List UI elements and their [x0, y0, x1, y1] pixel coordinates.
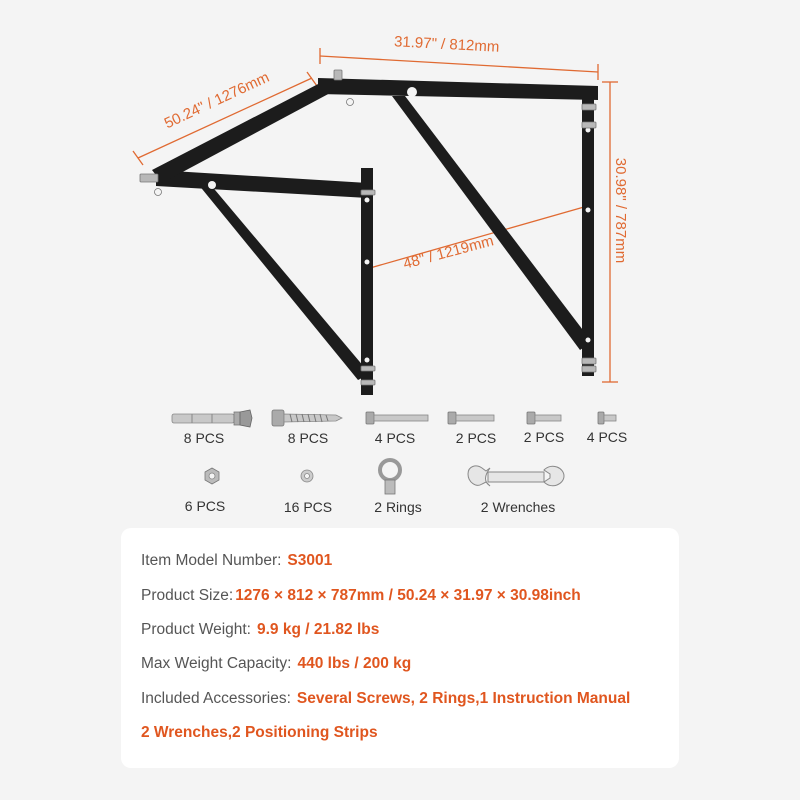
spec-capacity-value: 440 lbs / 200 kg — [297, 655, 412, 672]
accessory-quantity-expansion-bolt: 8 PCS — [183, 430, 225, 446]
accessory-quantity-wrench: 2 Wrenches — [480, 499, 556, 515]
spec-weight-row — [141, 621, 379, 639]
accessory-quantity-medium-bolt: 2 PCS — [455, 430, 497, 446]
medium-bolt-icon — [448, 412, 494, 424]
spec-size-value: 1276 × 812 × 787mm / 50.24 × 31.97 × 30.98inch — [235, 587, 581, 604]
nut-icon — [205, 468, 219, 484]
spec-weight-label: Product Weight: — [141, 621, 251, 638]
spacing-dimension-label: 48" / 1219mm — [401, 232, 496, 273]
spec-card — [121, 528, 679, 768]
eye-ring-icon — [380, 460, 400, 494]
spec-accessories-row — [141, 690, 630, 708]
spec-size-row — [141, 587, 581, 605]
spec-weight-value: 9.9 kg / 21.82 lbs — [257, 621, 380, 638]
spec-accessories-row-2 — [141, 724, 378, 742]
spec-accessories-value-line-2: 2 Wrenches,2 Positioning Strips — [141, 724, 378, 741]
short-bolt-icon — [527, 412, 561, 424]
spec-model-value: S3001 — [287, 552, 333, 569]
accessory-quantity-mini-bolt: 4 PCS — [586, 429, 628, 445]
accessory-quantity-nut: 6 PCS — [184, 498, 226, 514]
accessory-quantity-washer: 16 PCS — [283, 499, 333, 515]
depth-dimension-label: 50.24" / 1276mm — [161, 68, 272, 133]
width-dimension-label: 31.97" / 812mm — [393, 33, 500, 56]
washer-icon — [301, 470, 313, 482]
spec-size-label: Product Size: — [141, 587, 234, 604]
spec-model-row — [141, 552, 332, 570]
accessory-quantity-eye-ring: 2 Rings — [374, 499, 422, 515]
mini-bolt-icon — [598, 412, 616, 424]
frame-bars — [152, 78, 598, 395]
spec-capacity-row — [141, 655, 411, 673]
wood-screw-icon — [272, 410, 342, 426]
spec-accessories-value: Several Screws, 2 Rings,1 Instruction Manual — [296, 690, 631, 707]
frame-details — [208, 87, 591, 363]
expansion-bolt-icon — [172, 410, 252, 427]
spec-model-label: Item Model Number: — [141, 552, 282, 569]
accessory-quantity-long-bolt: 4 PCS — [374, 430, 416, 446]
spec-capacity-label: Max Weight Capacity: — [141, 655, 292, 672]
long-bolt-icon — [366, 412, 428, 424]
accessory-quantity-wood-screw: 8 PCS — [287, 430, 329, 446]
accessory-quantity-short-bolt: 2 PCS — [523, 429, 565, 445]
height-dimension-label: 30.98" / 787mm — [612, 157, 630, 264]
spec-accessories-label: Included Accessories: — [141, 690, 291, 707]
wrench-icon — [468, 466, 564, 486]
